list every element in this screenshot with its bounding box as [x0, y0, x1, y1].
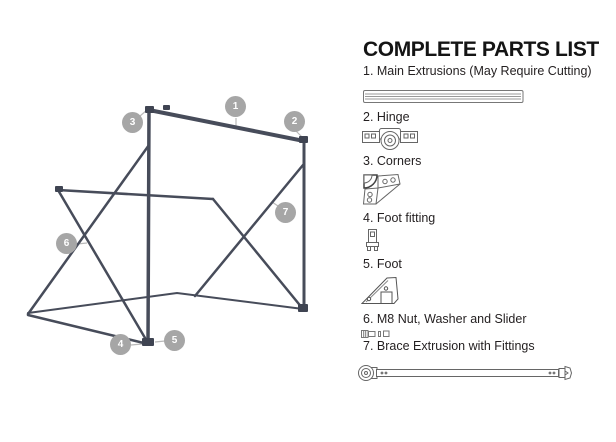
part-label-brace-extrusion: 7. Brace Extrusion with Fittings	[363, 339, 535, 353]
callout-7: 7	[275, 202, 296, 223]
part-label-corners: 3. Corners	[363, 154, 422, 168]
corner-bracket-icon	[362, 173, 402, 206]
part-label-foot-fitting: 4. Foot fitting	[363, 211, 436, 225]
callout-5: 5	[164, 330, 185, 351]
brace-extrusion-icon	[357, 363, 579, 384]
callout-2: 2	[284, 111, 305, 132]
main-extrusion-icon	[363, 90, 524, 104]
callout-3: 3	[122, 112, 143, 133]
frame-tubes	[28, 110, 304, 344]
hinge-icon	[362, 127, 419, 151]
foot-icon	[361, 275, 401, 306]
frame-fittings	[55, 105, 308, 346]
part-label-hinge: 2. Hinge	[363, 110, 410, 124]
callout-6: 6	[56, 233, 77, 254]
part-label-m8-nut-washer-slider: 6. M8 Nut, Washer and Slider	[363, 312, 527, 326]
callout-4: 4	[110, 334, 131, 355]
callout-1: 1	[225, 96, 246, 117]
callout-leader-lines	[77, 110, 303, 345]
part-label-main-extrusions: 1. Main Extrusions (May Require Cutting)	[363, 64, 592, 78]
page-title: COMPLETE PARTS LIST	[363, 38, 599, 61]
part-label-foot: 5. Foot	[363, 257, 402, 271]
foot-fitting-icon	[363, 229, 382, 252]
